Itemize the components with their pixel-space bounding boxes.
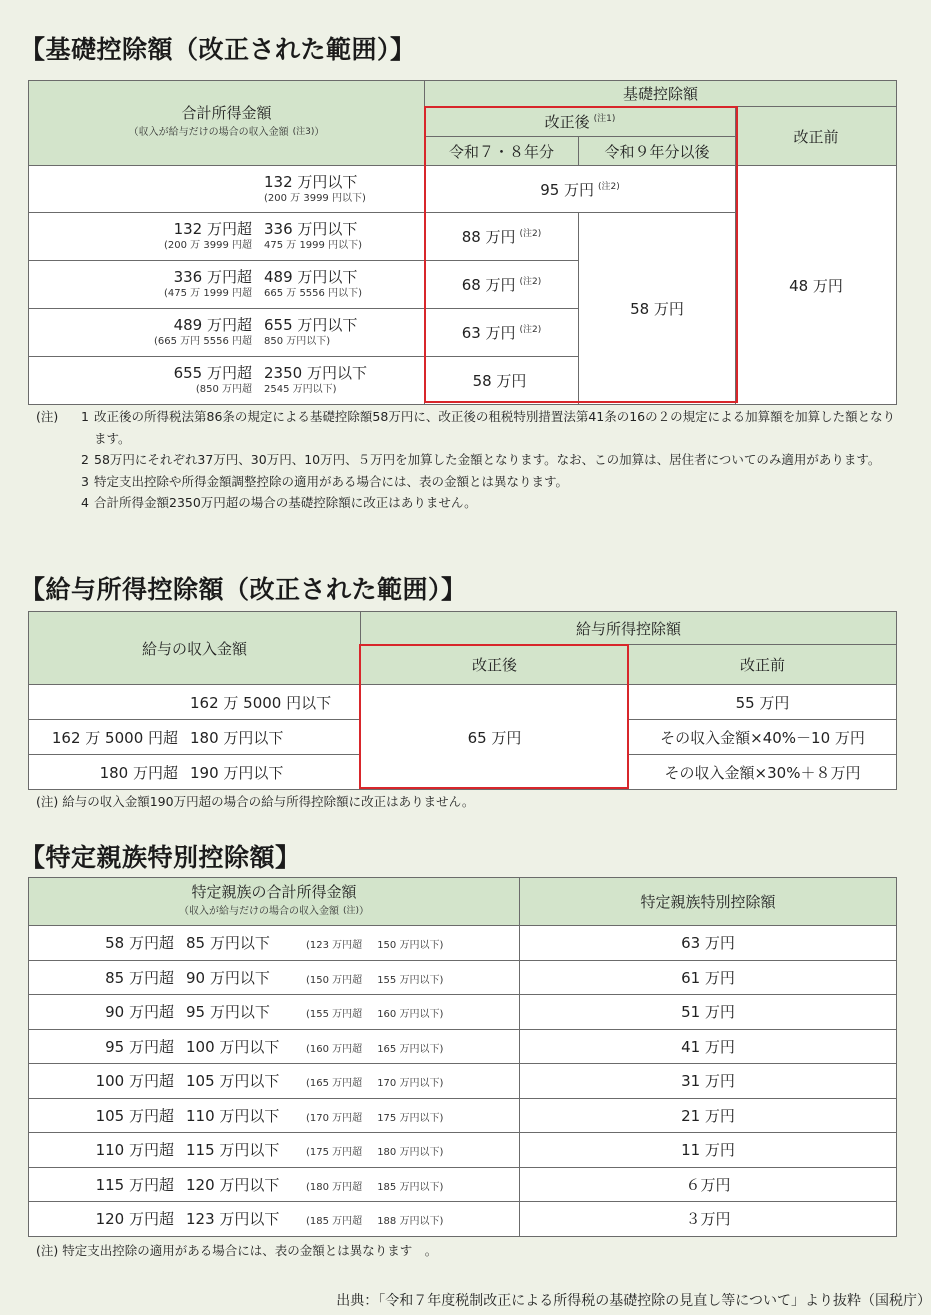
after-value-r1: 95 万円 $^{(注2)}$ [425,166,736,213]
section3-note: (注) 特定支出控除の適用がある場合には、表の金額とは異なります 。 [36,1243,438,1258]
income-range: 132 万円超 336 万円以下 (200 万 3999 円超 475 万 1999 円以下) [29,213,425,261]
specific-relative-table [28,877,897,1237]
income-range: 336 万円超 489 万円以下 (475 万 1999 円超 665 万 5556 円以下) [29,261,425,309]
salary-before-header: 改正前 [629,645,897,685]
table-row [29,1029,897,1064]
basic-deduction-table [28,80,897,405]
r78-value: 63 万円 $^{(注2)}$ [425,309,579,357]
relative-deduction-header: 特定親族特別控除額 [520,878,897,926]
note-item: 4 合計所得金額2350万円超の場合の基礎控除額に改正はありません。 [81,495,477,510]
salary-deduction-header: 給与所得控除額 [361,612,897,645]
section2-note: (注) 給与の収入金額190万円超の場合の給与所得控除額に改正はありません。 [36,794,475,809]
salary-before-value: その収入金額×40%－10 万円 [629,720,897,755]
relative-range: 100 万円超 105 万円以下 (165 万円超 170 万円以下) [29,1064,520,1099]
r9-header: 令和９年分以後 [579,137,736,166]
section1-title: 【基礎控除額（改正された範囲）】 [20,35,416,64]
relative-value: 63 万円 [520,926,897,961]
deduction-header: 基礎控除額 [425,81,897,107]
relative-range: 58 万円超 85 万円以下 (123 万円超 150 万円以下) [29,926,520,961]
relative-value: ３万円 [520,1202,897,1237]
relative-range: 90 万円超 95 万円以下 (155 万円超 160 万円以下) [29,995,520,1030]
relative-range: 110 万円超 115 万円以下 (175 万円超 180 万円以下) [29,1133,520,1168]
salary-after-header: 改正後 [361,645,629,685]
relative-value: 31 万円 [520,1064,897,1099]
relative-range: 105 万円超 110 万円以下 (170 万円超 175 万円以下) [29,1098,520,1133]
note-item: 2 58万円にそれぞれ37万円、30万円、10万円、５万円を加算した金額となります。なお、この加算は、居住者についてのみ適用があります。 [81,452,881,467]
table-row [29,1098,897,1133]
table-row [29,1167,897,1202]
salary-range: 162 万 5000 円以下 [29,685,361,720]
r78-value: 88 万円 $^{(注2)}$ [425,213,579,261]
salary-income-header: 給与の収入金額 [29,612,361,685]
source-citation: 出典：「令和７年度税制改正による所得税の基礎控除の見直し等について」より抜粋（国税庁） [336,1293,931,1309]
relative-range: 115 万円超 120 万円以下 (180 万円超 185 万円以下) [29,1167,520,1202]
after-header: 改正後 $^{(注1)}$ [425,107,736,137]
section3-title: 【特定親族特別控除額】 [20,843,301,872]
relative-value: 61 万円 [520,960,897,995]
note-item: (注) 1 改正後の所得税法第86条の規定による基礎控除額58万円に、改正後の租税特別措置法第41条の16の２の規定による加算額を加算した額となります。 [36,409,896,446]
table-row [29,995,897,1030]
salary-range: 180 万円超 190 万円以下 [29,755,361,790]
relative-value: 51 万円 [520,995,897,1030]
note-item: 3 特定支出控除や所得金額調整控除の適用がある場合には、表の金額とは異なります。 [81,473,569,489]
salary-deduction-table [28,611,897,790]
salary-after-value: 65 万円 [361,685,629,790]
r78-header: 令和７・８年分 [425,137,579,166]
r78-value: 68 万円 $^{(注2)}$ [425,261,579,309]
salary-range: 162 万 5000 円超 180 万円以下 [29,720,361,755]
relative-range: 120 万円超 123 万円以下 (185 万円超 188 万円以下) [29,1202,520,1237]
r78-value: 58 万円 [425,357,579,405]
relative-income-header: 特定親族の合計所得金額 （収入が給与だけの場合の収入金額 (注)） [29,878,520,926]
table-row [29,926,897,961]
relative-value: ６万円 [520,1167,897,1202]
before-value: 48 万円 [736,166,897,405]
section2-title: 【給与所得控除額（改正された範囲）】 [20,575,467,604]
salary-before-value: その収入金額×30%＋８万円 [629,755,897,790]
table-row [29,685,897,720]
table-row [29,1202,897,1237]
relative-value: 11 万円 [520,1133,897,1168]
table-row [29,960,897,995]
table-row [29,1064,897,1099]
r9-value: 58 万円 [579,213,736,405]
section1-notes [36,406,898,514]
table-row [29,166,897,213]
income-range: 132 万円以下 (200 万 3999 円以下) [29,166,425,213]
income-range: 655 万円超 2350 万円以下 (850 万円超 2545 万円以下) [29,357,425,405]
relative-range: 85 万円超 90 万円以下 (150 万円超 155 万円以下) [29,960,520,995]
income-header: 合計所得金額 （収入が給与だけの場合の収入金額 (注3)） [29,81,425,166]
salary-before-value: 55 万円 [629,685,897,720]
relative-value: 41 万円 [520,1029,897,1064]
relative-range: 95 万円超 100 万円以下 (160 万円超 165 万円以下) [29,1029,520,1064]
before-header: 改正前 [736,107,897,166]
relative-value: 21 万円 [520,1098,897,1133]
table-row [29,1133,897,1168]
income-range: 489 万円超 655 万円以下 (665 万円 5556 円超 850 万円以下) [29,309,425,357]
